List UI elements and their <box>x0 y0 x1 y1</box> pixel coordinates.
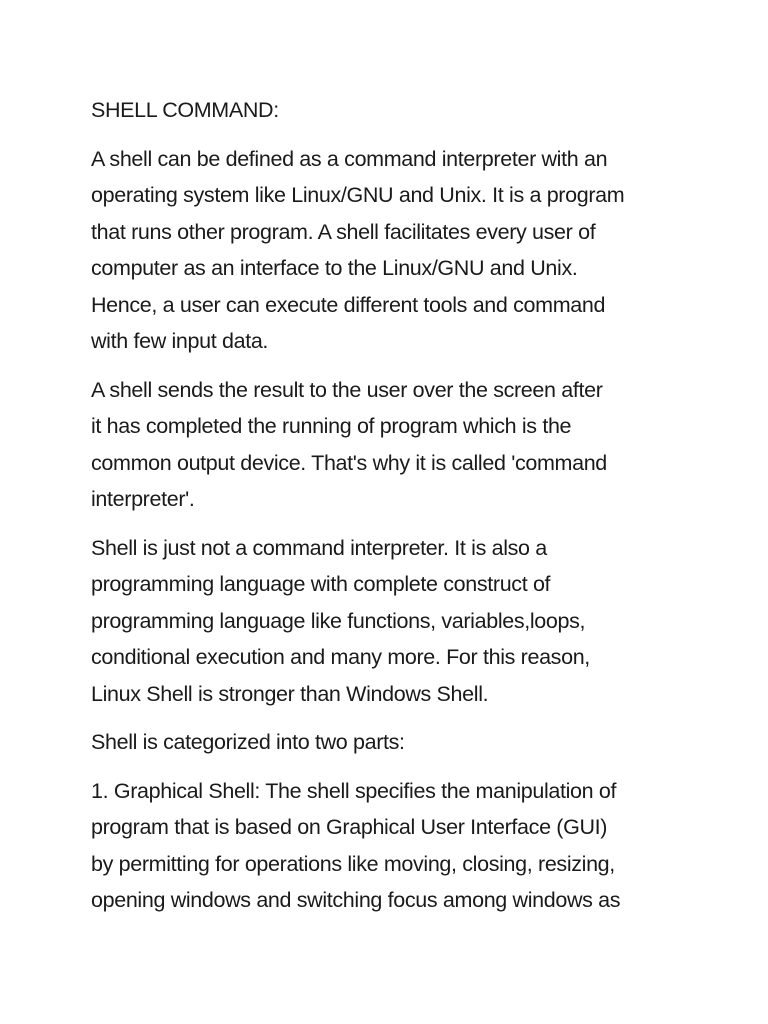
paragraph-shell-language <box>91 530 691 713</box>
text-line: program that is based on Graphical User Interface (GUI) <box>91 815 608 839</box>
text-line: Linux Shell is stronger than Windows Shell. <box>91 681 489 706</box>
text-line: it has completed the running of program which is the <box>91 414 572 438</box>
text-line: that runs other program. A shell facilitates every user of <box>91 219 596 244</box>
text-line: computer as an interface to the Linux/GNU and Unix. <box>91 256 578 280</box>
text-line: operating system like Linux/GNU and Unix. It is a program <box>91 183 625 207</box>
paragraph-shell-definition <box>91 141 691 360</box>
text-line: interpreter'. <box>91 487 195 511</box>
text-line: with few input data. <box>91 329 269 353</box>
text-line: by permitting for operations like moving, closing, resizing, <box>91 851 615 876</box>
paragraph-shell-output <box>91 372 691 518</box>
text-line: common output device. That's why it is called 'command <box>91 450 607 475</box>
text-line: A shell sends the result to the user over the screen after <box>91 377 603 402</box>
page-title <box>91 92 691 129</box>
paragraph-shell-categories <box>91 724 691 761</box>
text-line: programming language like functions, variables,loops, <box>91 608 586 633</box>
heading-text: SHELL COMMAND: <box>91 98 279 122</box>
text-line: A shell can be defined as a command interpreter with an <box>91 146 608 171</box>
text-line: Shell is categorized into two parts: <box>91 730 405 754</box>
text-line: 1. Graphical Shell: The shell specifies the manipulation of <box>91 778 617 803</box>
text-line: Shell is just not a command interpreter. It is also a <box>91 535 547 560</box>
text-line: programming language with complete construct of <box>91 572 551 596</box>
text-line: Hence, a user can execute different tools and command <box>91 292 606 317</box>
paragraph-graphical-shell <box>91 773 691 919</box>
text-line: opening windows and switching focus among windows as <box>91 888 621 912</box>
document-body <box>91 92 691 919</box>
text-line: conditional execution and many more. For this reason, <box>91 645 590 669</box>
